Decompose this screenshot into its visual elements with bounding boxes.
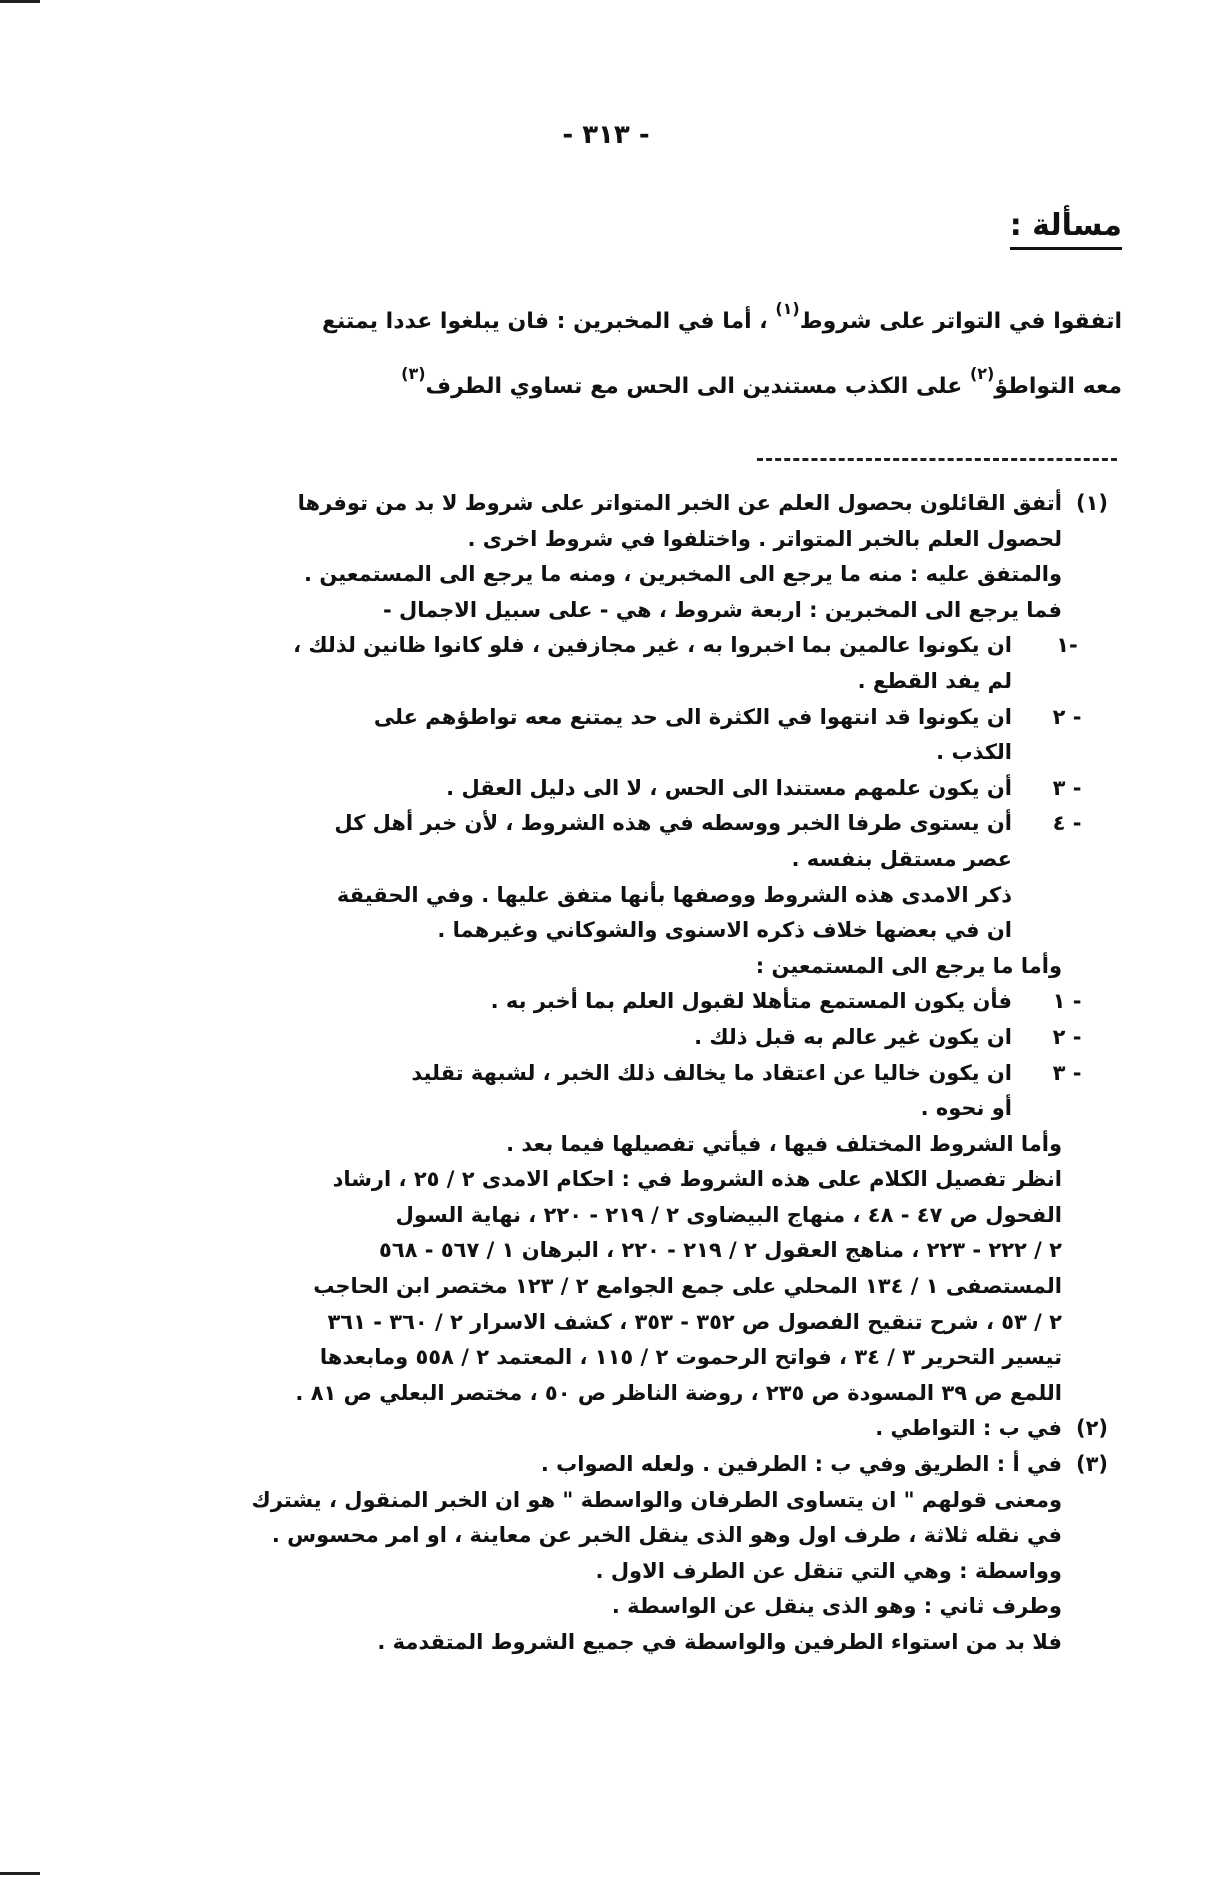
item-continuation: الكذب .	[936, 740, 1012, 765]
reference-line: ٢ / ٥٣ ، شرح تنقيح الفصول ص ٣٥٢ - ٣٥٣ ، كشف الاسرار ٢ / ٣٦٠ - ٣٦١	[327, 1309, 1062, 1334]
footnote-1-line: لحصول العلم بالخبر المتواتر . واختلفوا في شروط اخرى .	[467, 526, 1062, 551]
listener-condition-item: ١ - فأن يكون المستمع متأهلا لقبول العلم بما أخبر به .	[72, 984, 1122, 1020]
footnote-1-line: ان في بعضها خلاف ذكره الاسنوى والشوكاني وغيرهما .	[437, 918, 1012, 943]
footnotes	[72, 486, 1122, 1661]
footnote-1-marker: (١)	[1075, 491, 1109, 515]
item-continuation: أو نحوه .	[920, 1096, 1012, 1121]
item-continuation: عصر مستقل بنفسه .	[791, 846, 1012, 871]
footnote-3-line: وطرف ثاني : وهو الذى ينقل عن الواسطة .	[611, 1594, 1062, 1619]
item-marker: ٣ -	[1052, 775, 1082, 800]
reference-line: انظر تفصيل الكلام على هذه الشروط في : احكام الامدى ٢ / ٢٥ ، ارشاد	[332, 1167, 1062, 1192]
footnote-1-line: ذكر الامدى هذه الشروط ووصفها بأنها متفق عليها . وفي الحقيقة	[336, 882, 1012, 907]
footnote-1-line: (١) أتفق القائلون بحصول العلم عن الخبر المتواتر على شروط لا بد من توفرها	[72, 486, 1122, 522]
reference-line: تيسير التحرير ٣ / ٣٤ ، فواتح الرحموت ٢ / ١١٥ ، المعتمد ٢ / ٥٥٨ ومابعدها	[319, 1345, 1062, 1370]
section-heading: مسألة :	[1010, 208, 1122, 250]
footnote-3-line: في نقله ثلاثة ، طرف اول وهو الذى ينقل الخبر عن معاينة ، او امر محسوس .	[271, 1523, 1062, 1548]
main-text: على الكذب مستندين الى الحس مع تساوي الطرف	[425, 374, 963, 399]
footnote-3-line: ومعنى قولهم " ان يتساوى الطرفان والواسطة " هو ان الخبر المنقول ، يشترك	[251, 1487, 1062, 1512]
crop-mark-bottom-left	[0, 1872, 40, 1875]
listeners-intro: وأما ما يرجع الى المستمعين :	[755, 953, 1062, 978]
listener-condition-item: ٢ - ان يكون غير عالم به قبل ذلك .	[72, 1020, 1122, 1056]
footnote-divider	[757, 458, 1117, 461]
speaker-condition-item: ٤ - أن يستوى طرفا الخبر ووسطه في هذه الشروط ، لأن خبر أهل كل	[72, 806, 1122, 842]
item-marker: ١ -	[1052, 989, 1082, 1014]
item-marker: ٣ -	[1052, 1060, 1082, 1085]
speaker-condition-item: ٢ - ان يكونوا قد انتهوا في الكثرة الى حد يمتنع معه تواطؤهم على	[72, 700, 1122, 736]
speaker-condition-item: ٣ - أن يكون علمهم مستندا الى الحس ، لا الى دليل العقل .	[72, 771, 1122, 807]
footnote-3-line: فلا بد من استواء الطرفين والواسطة في جميع الشروط المتقدمة .	[377, 1630, 1062, 1654]
item-marker: ٢ -	[1052, 704, 1082, 729]
crop-mark-top-left	[0, 0, 40, 3]
main-line-2	[92, 348, 1122, 413]
main-paragraph	[92, 283, 1122, 413]
footnote-ref: (٢)	[969, 364, 995, 383]
footnote-2: (٢) في ب : التواطي .	[72, 1411, 1122, 1447]
footnote-ref: (١)	[775, 299, 800, 318]
main-line-1	[92, 283, 1122, 348]
reference-line: اللمع ص ٣٩ المسودة ص ٢٣٥ ، روضة الناظر ص ٥٠ ، مختصر البعلي ص ٨١ .	[295, 1380, 1062, 1405]
main-text: ، أما في المخبرين : فان يبلغوا عددا يمتنع	[322, 309, 768, 334]
footnote-3-marker: (٣)	[1075, 1452, 1109, 1477]
listener-condition-item: ٣ - ان يكون خاليا عن اعتقاد ما يخالف ذلك الخبر ، لشبهة تقليد	[72, 1056, 1122, 1092]
reference-line: الفحول ص ٤٧ - ٤٨ ، منهاج البيضاوى ٢ / ٢١٩ - ٢٢٠ ، نهاية السول	[395, 1202, 1062, 1227]
reference-line: المستصفى ١ / ١٣٤ المحلي على جمع الجوامع ٢ / ١٢٣ مختصر ابن الحاجب	[313, 1274, 1062, 1299]
main-text: اتفقوا في التواتر على شروط	[799, 309, 1122, 334]
reference-line: ٢ / ٢٢٢ - ٢٢٣ ، مناهج العقول ٢ / ٢١٩ - ٢٢٠ ، البرهان ١ / ٥٦٧ - ٥٦٨	[379, 1238, 1062, 1263]
page-number: - ٣١٣ -	[562, 120, 650, 150]
footnote-3-line: وواسطة : وهي التي تنقل عن الطرف الاول .	[595, 1558, 1062, 1583]
footnote-3: (٣) في أ : الطريق وفي ب : الطرفين . ولعله الصواب .	[72, 1447, 1122, 1483]
main-text: معه التواطؤ	[994, 374, 1122, 399]
item-continuation: لم يفد القطع .	[857, 668, 1012, 693]
footnote-2-marker: (٢)	[1075, 1416, 1109, 1441]
item-marker: ٢ -	[1052, 1024, 1082, 1049]
footnote-1-line: والمتفق عليه : منه ما يرجع الى المخبرين ، ومنه ما يرجع الى المستمعين .	[304, 562, 1062, 587]
speaker-condition-item: ١- ان يكونوا عالمين بما اخبروا به ، غير مجازفين ، فلو كانوا ظانين لذلك ،	[72, 628, 1122, 664]
footnote-ref: (٣)	[401, 364, 426, 383]
footnote-1-line: وأما الشروط المختلف فيها ، فيأتي تفصيلها فيما بعد .	[506, 1131, 1062, 1156]
footnote-1-line: فما يرجع الى المخبرين : اربعة شروط ، هي - على سبيل الاجمال -	[382, 597, 1062, 622]
item-marker: ٤ -	[1052, 811, 1082, 836]
item-marker: ١-	[1056, 633, 1078, 658]
